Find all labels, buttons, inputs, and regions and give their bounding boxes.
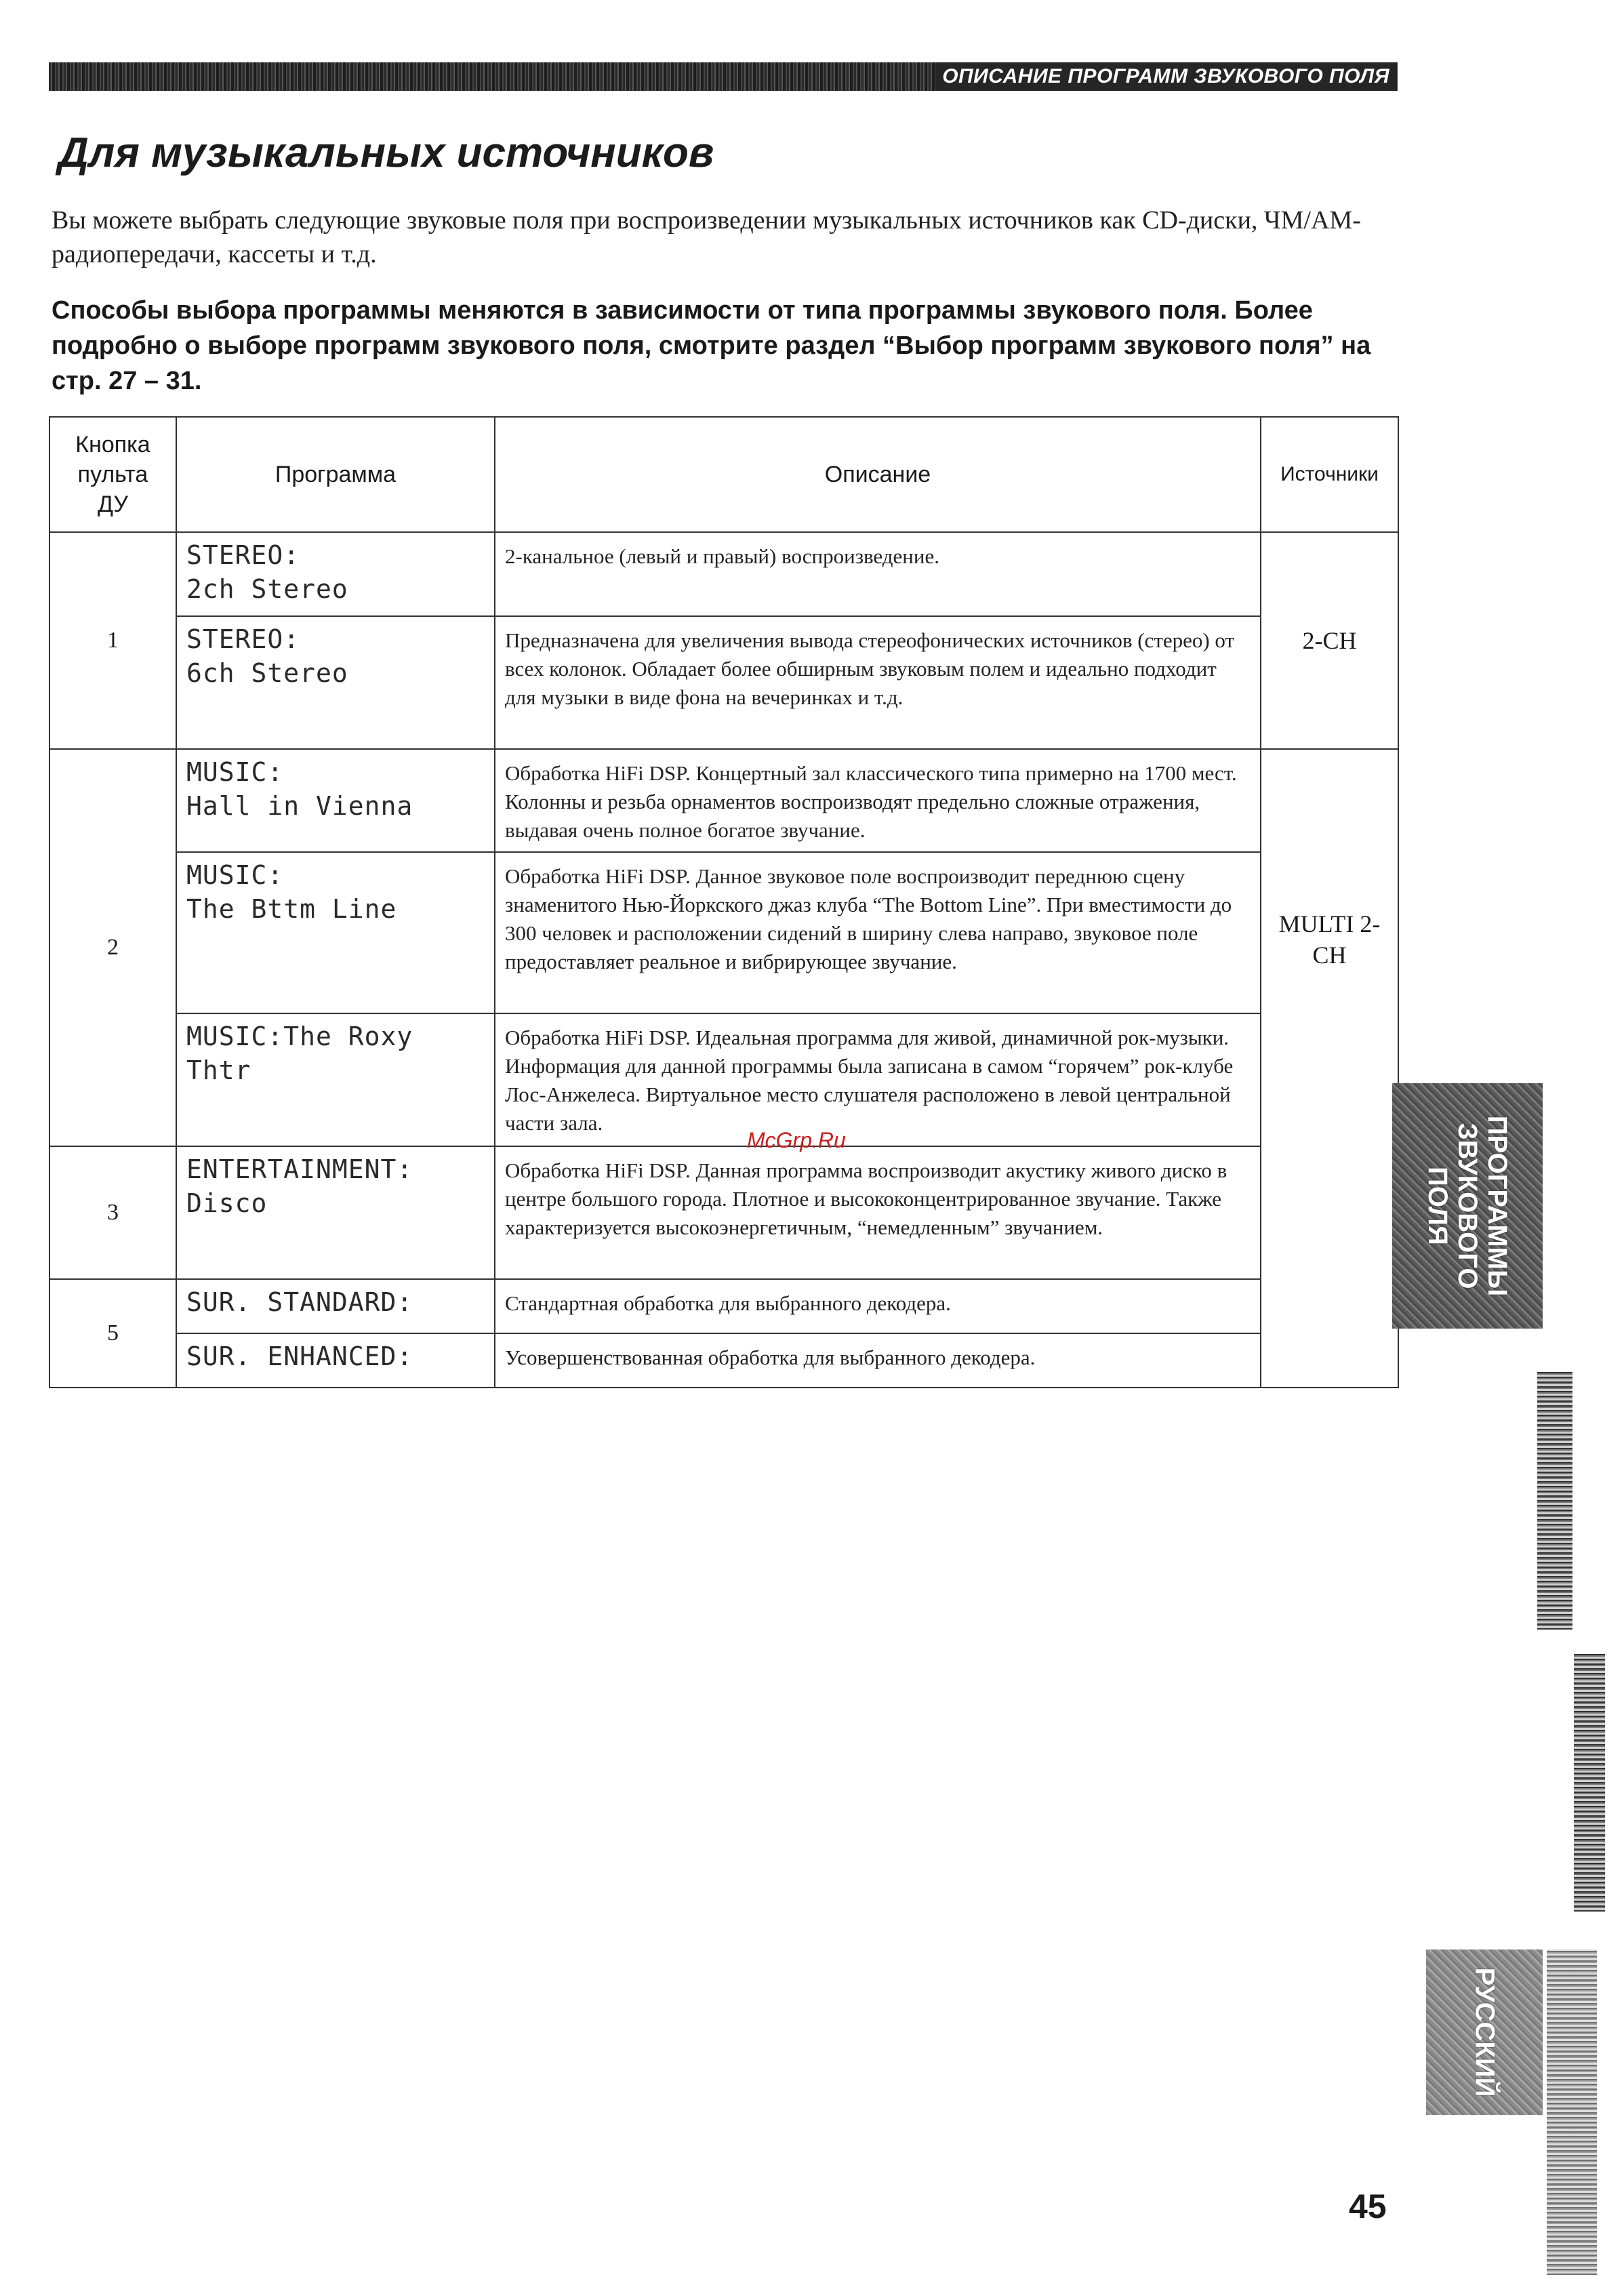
sound-field-table (49, 416, 1399, 1388)
header-sources: Источники (1261, 417, 1398, 532)
program-cell: MUSIC: The Bttm Line (176, 852, 495, 1013)
table-row (49, 852, 1398, 1013)
header-program: Программа (176, 417, 495, 532)
header-description: Описание (495, 417, 1261, 532)
button-cell: 3 (49, 1146, 176, 1279)
description-cell: Стандартная обработка для выбранного декодера. (495, 1279, 1261, 1333)
header-title: ОПИСАНИЕ ПРОГРАММ ЗВУКОВОГО ПОЛЯ (935, 62, 1396, 91)
table-header-row (49, 417, 1398, 532)
edge-stripe (1547, 1949, 1597, 2275)
description-cell: Предназначена для увеличения вывода стереофонических источников (стерео) от всех колонок. Обладает более обширным звуковым полем и идеально подходит для музыки в виде фона на вечеринках и т.д. (495, 616, 1261, 749)
button-cell: 2 (49, 749, 176, 1146)
program-cell: SUR. ENHANCED: (176, 1333, 495, 1388)
program-cell: STEREO: 2ch Stereo (176, 532, 495, 616)
program-cell: ENTERTAINMENT: Disco (176, 1146, 495, 1279)
program-cell: MUSIC: Hall in Vienna (176, 749, 495, 852)
page-number: 45 (1349, 2187, 1387, 2225)
description-cell: Обработка HiFi DSP. Данная программа воспроизводит акустику живого диско в центре большого города. Плотное и высококонцентрированное звучание. Также характеризуется высокоэнергетичным, “немедленным” звучанием. (495, 1146, 1261, 1279)
side-tab-russian-label: РУССКИЙ (1469, 1967, 1500, 2097)
description-cell: 2-канальное (левый и правый) воспроизведение. (495, 532, 1261, 616)
edge-stripe (1537, 1372, 1572, 1630)
header-button: Кнопка пульта ДУ (49, 417, 176, 532)
description-cell: Усовершенствованная обработка для выбранного декодера. (495, 1333, 1261, 1388)
description-cell: Обработка HiFi DSP. Идеальная программа для живой, динамичной рок-музыки. Информация для данной программы была записана в самом “горячем” рок-клубе Лос-Анжелеса. Виртуальное место слушателя расположено в левой центральной части зала. (495, 1013, 1261, 1146)
intro-paragraph: Вы можете выбрать следующие звуковые поля при воспроизведении музыкальных источников как CD-диски, ЧМ/АМ-радиопередачи, кассеты и т.д. (52, 206, 1361, 268)
program-cell: SUR. STANDARD: (176, 1279, 495, 1333)
side-tab-programs-label: ПРОГРАММЫ ЗВУКОВОГО ПОЛЯ (1423, 1115, 1512, 1297)
watermark: McGrp.Ru (747, 1128, 846, 1152)
table-row (49, 1146, 1398, 1279)
table-row (49, 1279, 1398, 1333)
section-title: Для музыкальных источников (58, 129, 714, 176)
edge-stripe (1574, 1654, 1605, 1912)
table-row (49, 532, 1398, 616)
program-cell: MUSIC:The Roxy Thtr (176, 1013, 495, 1146)
description-cell: Обработка HiFi DSP. Концертный зал классического типа примерно на 1700 мест. Колонны и резьба орнаментов воспроизводят предельно сложные отражения, выдавая очень полное богатое звучание. (495, 749, 1261, 852)
description-cell: Обработка HiFi DSP. Данное звуковое поле воспроизводит переднюю сцену знаменитого Нью-Йоркского джаз клуба “The Bottom Line”. При вместимости до 300 человек и расположении сидений в ширину слева направо, звуковое поле предоставляет реальное и вибрирующее звучание. (495, 852, 1261, 1013)
selection-note: Способы выбора программы меняются в зависимости от типа программы звукового поля. Более подробно о выборе программ звукового поля, смотрите раздел “Выбор программ звукового поля” на стр. 27 – 31. (52, 296, 1371, 395)
program-cell: STEREO: 6ch Stereo (176, 616, 495, 749)
button-cell: 5 (49, 1279, 176, 1388)
table-row (49, 1013, 1398, 1146)
sources-cell: 2-CH (1261, 532, 1398, 749)
table-row (49, 749, 1398, 852)
button-cell: 1 (49, 532, 176, 749)
sources-multi: MULTI 2-CH (1278, 910, 1381, 969)
sources-cell (1261, 749, 1398, 1388)
table-row (49, 616, 1398, 749)
table-row (49, 1333, 1398, 1388)
